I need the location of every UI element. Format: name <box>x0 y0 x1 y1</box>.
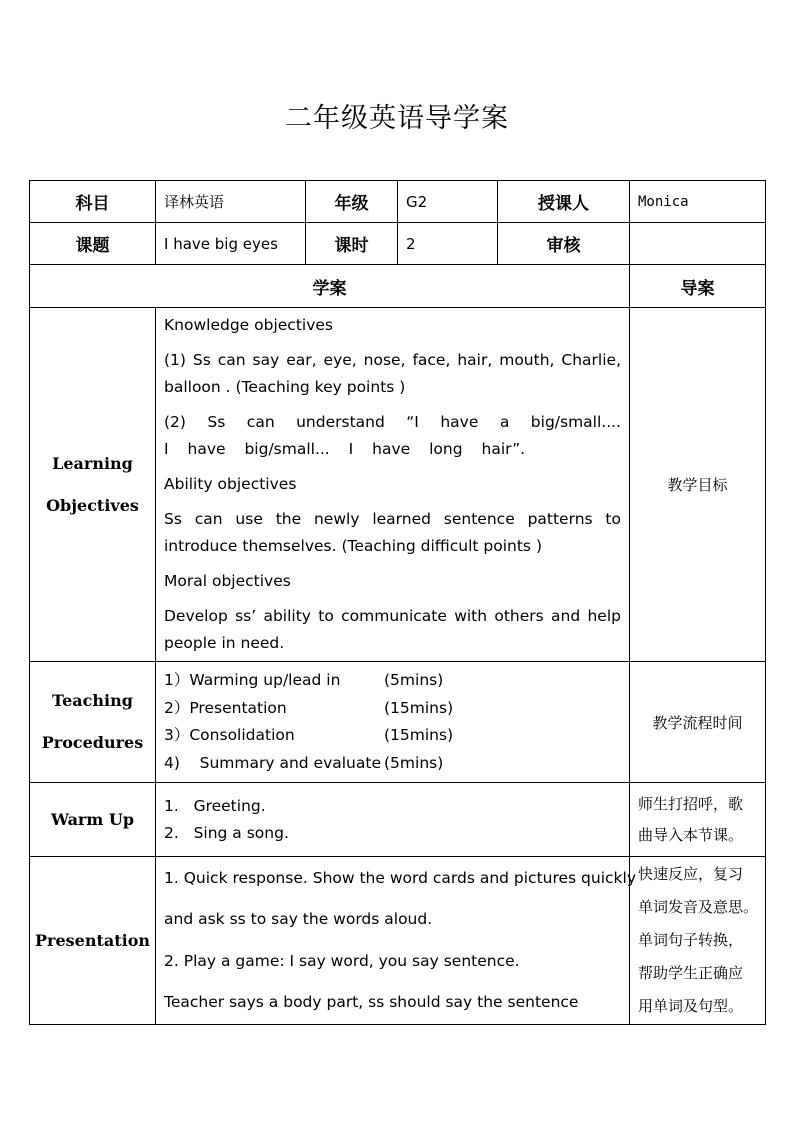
info-row-1 <box>30 181 766 223</box>
teacher-label: 授课人 <box>498 181 630 223</box>
presentation-line: 2. Play a game: I say word, you say sentence. <box>164 951 520 970</box>
grade-label: 年级 <box>306 181 398 223</box>
presentation-label: Presentation <box>30 857 156 1025</box>
objectives-label <box>30 308 156 662</box>
objectives-content <box>156 308 630 662</box>
page-title: 二年级英语导学案 <box>285 103 509 134</box>
procedures-label-line2: Procedures <box>41 733 144 752</box>
objective-line: Knowledge objectives <box>164 316 333 334</box>
warmup-content <box>156 783 630 857</box>
procedures-row <box>30 662 766 783</box>
period-value: 2 <box>398 223 498 265</box>
warmup-row <box>30 783 766 857</box>
review-value <box>630 223 766 265</box>
subject-value: 译林英语 <box>156 181 306 223</box>
objective-line: Ss can use the newly learned sentence patterns to introduce themselves. (Teaching difficult points ) <box>164 510 621 555</box>
subject-label: 科目 <box>30 181 156 223</box>
study-plan-header: 学案 <box>30 265 630 308</box>
procedure-item: 1）Warming up/lead in (5mins) <box>164 671 444 689</box>
objectives-label-line2: Objectives <box>46 495 139 515</box>
objectives-row <box>30 308 766 662</box>
objective-line: (2) Ss can understand “I have a big/small.... I have big/small... I have long hair”. <box>164 413 621 458</box>
warmup-label: Warm Up <box>30 783 156 857</box>
procedures-guide: 教学流程时间 <box>630 662 766 783</box>
guide-plan-header: 导案 <box>630 265 766 308</box>
procedures-label <box>30 662 156 783</box>
objective-line: (1) Ss can say ear, eye, nose, face, hair, mouth, Charlie, balloon . (Teaching key points ) <box>164 351 621 396</box>
warmup-item: 1. Greeting. <box>164 796 266 815</box>
topic-label: 课题 <box>30 223 156 265</box>
period-label: 课时 <box>306 223 398 265</box>
info-row-2 <box>30 223 766 265</box>
grade-value: G2 <box>398 181 498 223</box>
lesson-plan-table <box>29 180 766 1025</box>
objective-line: Ability objectives <box>164 475 297 493</box>
procedure-item: 4) Summary and evaluate (5mins) <box>164 753 444 772</box>
objectives-guide: 教学目标 <box>630 308 766 662</box>
objective-line: Develop ss’ ability to communicate with others and help people in need. <box>164 607 621 652</box>
procedures-content <box>156 662 630 783</box>
objectives-label-line1: Learning <box>52 453 133 473</box>
teacher-value: Monica <box>630 181 766 223</box>
presentation-line: 1. Quick response. Show the word cards and pictures quickly <box>164 868 637 887</box>
presentation-guide: 快速反应，复习 单词发音及意思。 单词句子转换， 帮助学生正确应 用单词及句型。 <box>630 857 766 1025</box>
warmup-guide: 师生打招呼，歌 曲导入本节课。 <box>630 783 766 857</box>
presentation-line: Teacher says a body part, ss should say the sentence <box>164 993 579 1011</box>
procedure-item: 2）Presentation (15mins) <box>164 698 454 717</box>
presentation-content <box>156 857 637 1025</box>
objective-line: Moral objectives <box>164 572 291 590</box>
column-header-row <box>30 265 766 308</box>
topic-value: I have big eyes <box>156 223 306 265</box>
procedures-label-line1: Teaching <box>52 691 133 710</box>
review-label: 审核 <box>498 223 630 265</box>
warmup-item: 2. Sing a song. <box>164 823 289 842</box>
presentation-row <box>30 857 766 1025</box>
presentation-line: and ask ss to say the words aloud. <box>164 910 433 928</box>
procedure-item: 3）Consolidation (15mins) <box>164 726 454 744</box>
